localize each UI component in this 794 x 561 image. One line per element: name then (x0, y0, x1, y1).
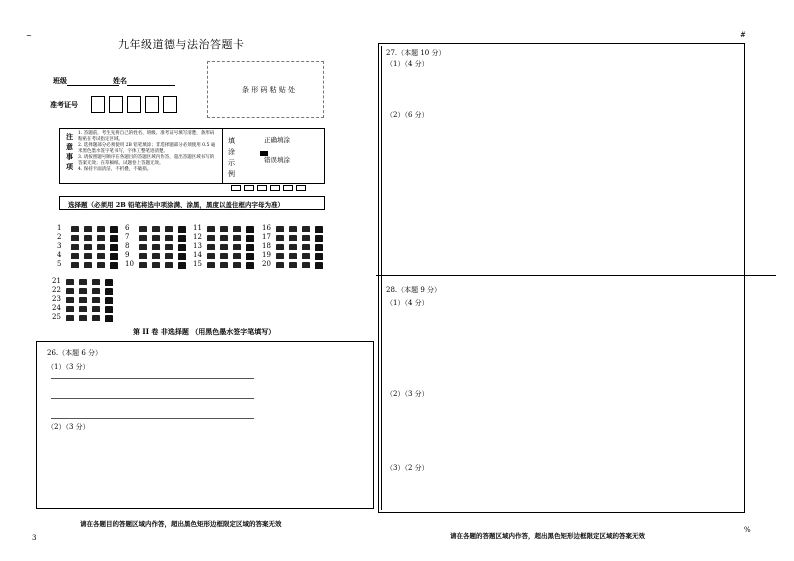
question-number: 4 (57, 251, 62, 259)
exam-id-box[interactable] (163, 96, 177, 113)
wrong-fill-cross-glyph (244, 185, 254, 191)
answer-bubble[interactable] (152, 226, 160, 232)
notice-heading-char: 意 (66, 142, 73, 151)
answer-bubble[interactable] (110, 235, 118, 242)
question-number: 8 (125, 242, 130, 250)
notice-divider (222, 129, 223, 183)
question-number: 7 (125, 233, 130, 241)
fill-heading-char: 例 (228, 170, 235, 178)
notice-list (78, 131, 218, 173)
answer-bubble[interactable] (289, 253, 297, 259)
answer-bubble[interactable] (105, 288, 113, 295)
wrong-fill-line-glyph (257, 185, 267, 191)
answer-bubble[interactable] (220, 244, 228, 250)
barcode-area (207, 61, 324, 118)
answer-bubble[interactable] (302, 244, 310, 250)
answer-bubble[interactable] (152, 262, 160, 268)
answer-bubble[interactable] (315, 226, 323, 233)
question-number: 23 (52, 295, 61, 303)
exam-id-box[interactable] (109, 96, 123, 113)
mc-header: 选择题（必须用 2B 铅笔将选中项涂满、涂黑，黑度以盖住框内字母为准） (68, 201, 285, 209)
answer-bubble[interactable] (165, 235, 173, 241)
answer-bubble[interactable] (139, 253, 147, 259)
answer-bubble[interactable] (79, 306, 87, 312)
notice-item: 1. 答题前，考生先将自己的姓名、班级、准考证号填写清楚，条形码粘贴在考试指定区域。 (78, 131, 215, 142)
answer-line[interactable] (51, 378, 254, 379)
answer-bubble[interactable] (178, 262, 186, 269)
q26-answer-box[interactable] (36, 341, 374, 509)
answer-bubble[interactable] (84, 226, 92, 232)
notice-box (59, 128, 325, 184)
q28-title: 28.（本题 9 分） (386, 286, 442, 294)
answer-bubble[interactable] (233, 262, 241, 268)
answer-bubble[interactable] (178, 235, 186, 242)
answer-bubble[interactable] (66, 279, 74, 285)
class-input-line[interactable] (67, 77, 119, 86)
answer-bubble[interactable] (92, 288, 100, 294)
answer-bubble[interactable] (110, 244, 118, 251)
answer-bubble[interactable] (220, 226, 228, 232)
answer-bubble[interactable] (233, 235, 241, 241)
answer-bubble[interactable] (315, 235, 323, 242)
footer-notice-left: 请在各题目的答题区域内作答，超出黑色矩形边框限定区域的答案无效 (80, 520, 282, 528)
question-number: 12 (193, 233, 202, 241)
class-field[interactable] (53, 76, 119, 86)
notice-heading-char: 项 (66, 162, 73, 171)
answer-bubble[interactable] (207, 226, 215, 232)
question-number: 25 (52, 313, 61, 321)
answer-bubble[interactable] (71, 226, 79, 232)
answer-bubble[interactable] (233, 226, 241, 232)
fill-heading-char: 填 (228, 137, 235, 145)
answer-bubble[interactable] (302, 262, 310, 268)
answer-bubble[interactable] (66, 297, 74, 303)
inner-border-left (381, 46, 382, 510)
question-number: 3 (57, 242, 62, 250)
name-input-line[interactable] (127, 77, 175, 86)
answer-bubble[interactable] (289, 262, 297, 268)
answer-bubble[interactable] (276, 244, 284, 250)
answer-bubble[interactable] (66, 315, 74, 321)
footer-notice-right: 请在各题的答题区域内作答，超出黑色矩形边框限定区域的答案无效 (450, 532, 645, 540)
q27-title: 27.（本题 10 分） (386, 49, 446, 57)
question-number: 9 (125, 251, 130, 259)
corner-mark-bottom-left: 3 (32, 534, 37, 542)
answer-bubble[interactable] (315, 253, 323, 260)
answer-bubble[interactable] (92, 297, 100, 303)
answer-bubble[interactable] (97, 235, 105, 241)
answer-bubble[interactable] (97, 244, 105, 250)
answer-bubble[interactable] (97, 253, 105, 259)
answer-bubble[interactable] (110, 253, 118, 260)
q28-part1-label: （1）（4 分） (386, 299, 429, 307)
answer-bubble[interactable] (152, 244, 160, 250)
answer-bubble[interactable] (110, 262, 118, 269)
answer-bubble[interactable] (110, 226, 118, 233)
class-label: 班级 (53, 76, 67, 85)
answer-line[interactable] (51, 398, 254, 399)
q27-part1-label: （1）（4 分） (386, 60, 429, 68)
answer-bubble[interactable] (92, 306, 100, 312)
answer-line[interactable] (51, 418, 254, 419)
answer-bubble[interactable] (84, 244, 92, 250)
answer-bubble[interactable] (276, 262, 284, 268)
question-number: 18 (262, 242, 271, 250)
notice-item: 2. 选择题部分必须使用 2B 铅笔填涂；非选择题部分必须使用 0.5 毫米黑色墨水签字笔书写，字体工整笔迹清楚。 (78, 143, 216, 154)
answer-bubble[interactable] (152, 253, 160, 259)
answer-bubble[interactable] (178, 226, 186, 233)
answer-bubble[interactable] (66, 288, 74, 294)
q26-part2-label: （2）（3 分） (47, 423, 90, 431)
answer-bubble[interactable] (97, 262, 105, 268)
wrong-fill-half-glyph (270, 185, 280, 191)
answer-bubble[interactable] (207, 253, 215, 259)
answer-bubble[interactable] (302, 253, 310, 259)
answer-bubble[interactable] (289, 235, 297, 241)
answer-bubble[interactable] (246, 244, 254, 251)
answer-bubble[interactable] (220, 235, 228, 241)
answer-bubble[interactable] (139, 244, 147, 250)
notice-item: 3. 请按照题号顺序在各题目的答题区域内作答，超出答题区域书写的答案无效；在草稿纸、试题卷上答题无效。 (78, 155, 215, 166)
question-number: 22 (52, 286, 61, 294)
answer-bubble[interactable] (246, 226, 254, 233)
notice-heading-char: 事 (66, 152, 73, 161)
answer-bubble[interactable] (105, 306, 113, 313)
answer-bubble[interactable] (79, 279, 87, 285)
answer-bubble[interactable] (165, 262, 173, 268)
answer-bubble[interactable] (105, 315, 113, 322)
answer-bubble[interactable] (71, 235, 79, 241)
answer-bubble[interactable] (289, 226, 297, 232)
answer-bubble[interactable] (178, 244, 186, 251)
answer-bubble[interactable] (84, 262, 92, 268)
q26-title: 26.（本题 6 分） (47, 349, 103, 357)
question-number: 5 (57, 260, 62, 268)
fill-heading-char: 涂 (228, 148, 235, 156)
question-number: 17 (262, 233, 271, 241)
name-field[interactable] (113, 76, 175, 86)
answer-bubble[interactable] (302, 226, 310, 232)
wrong-fill-label: 错误填涂 (264, 156, 290, 164)
answer-bubble[interactable] (233, 253, 241, 259)
answer-bubble[interactable] (276, 235, 284, 241)
answer-bubble[interactable] (315, 262, 323, 269)
barcode-label: 条 形 码 粘 贴 处 (242, 86, 296, 94)
right-answer-box[interactable] (378, 43, 745, 513)
answer-bubble[interactable] (66, 306, 74, 312)
q28-part3-label: （3）（2 分） (386, 464, 429, 472)
answer-bubble[interactable] (79, 288, 87, 294)
mc-header-box (59, 196, 325, 210)
answer-bubble[interactable] (220, 262, 228, 268)
answer-bubble[interactable] (276, 226, 284, 232)
correct-fill-label: 正确填涂 (264, 136, 290, 144)
answer-bubble[interactable] (79, 297, 87, 303)
q27-q28-divider (376, 275, 776, 276)
question-number: 14 (193, 251, 202, 259)
corner-mark-top-left: ~ (26, 32, 32, 40)
question-number: 10 (125, 260, 134, 268)
answer-bubble[interactable] (139, 226, 147, 232)
question-number: 2 (57, 233, 62, 241)
answer-bubble[interactable] (152, 235, 160, 241)
q26-part1-label: （1）（3 分） (47, 363, 90, 371)
notice-heading-char: 注 (66, 132, 73, 141)
answer-bubble[interactable] (105, 279, 113, 286)
answer-bubble[interactable] (71, 244, 79, 250)
question-number: 20 (262, 260, 271, 268)
question-number: 16 (262, 224, 271, 232)
notice-heading (66, 132, 75, 172)
answer-bubble[interactable] (315, 244, 323, 251)
exam-id-box[interactable] (145, 96, 159, 113)
answer-bubble[interactable] (276, 253, 284, 259)
answer-bubble[interactable] (165, 226, 173, 232)
question-number: 1 (57, 224, 62, 232)
answer-bubble[interactable] (92, 315, 100, 321)
wrong-fill-check-glyph (231, 185, 241, 191)
answer-bubble[interactable] (246, 262, 254, 269)
question-number: 21 (52, 277, 61, 285)
question-number: 19 (262, 251, 271, 259)
notice-item: 4. 保持卡面清洁，不折叠，不破损。 (78, 167, 152, 172)
answer-bubble[interactable] (84, 235, 92, 241)
answer-bubble[interactable] (139, 235, 147, 241)
corner-mark-top-right: # (740, 31, 746, 39)
answer-bubble[interactable] (246, 253, 254, 260)
name-label: 姓名 (113, 76, 127, 85)
exam-id-label: 准考证号 (50, 100, 78, 109)
answer-bubble[interactable] (220, 253, 228, 259)
question-number: 6 (125, 224, 130, 232)
answer-bubble[interactable] (84, 253, 92, 259)
fill-heading-char: 示 (228, 159, 235, 167)
answer-bubble[interactable] (105, 297, 113, 304)
question-number: 13 (193, 242, 202, 250)
answer-bubble[interactable] (178, 253, 186, 260)
wrong-fill-bar-glyph (296, 185, 306, 191)
answer-bubble[interactable] (233, 244, 241, 250)
wrong-fill-samples (231, 176, 309, 195)
question-number: 15 (193, 260, 202, 268)
answer-bubble[interactable] (97, 226, 105, 232)
page-title: 九年级道德与法治答题卡 (118, 38, 245, 51)
answer-bubble[interactable] (207, 235, 215, 241)
fill-example-heading (228, 136, 237, 180)
answer-bubble[interactable] (139, 262, 147, 268)
answer-bubble[interactable] (165, 253, 173, 259)
section2-header: 第 II 卷 非选择题 （用黑色墨水签字笔填写） (133, 327, 276, 336)
corner-mark-bottom-right: % (744, 526, 751, 534)
wrong-fill-dot-glyph (283, 185, 293, 191)
answer-bubble[interactable] (246, 235, 254, 242)
answer-bubble[interactable] (92, 279, 100, 285)
q28-part2-label: （2）（3 分） (386, 390, 429, 398)
answer-bubble[interactable] (207, 262, 215, 268)
answer-bubble[interactable] (302, 235, 310, 241)
q27-part2-label: （2）（6 分） (386, 111, 429, 119)
answer-bubble[interactable] (207, 244, 215, 250)
answer-bubble[interactable] (289, 244, 297, 250)
answer-bubble[interactable] (165, 244, 173, 250)
question-number: 11 (193, 224, 202, 232)
exam-id-box[interactable] (91, 96, 105, 113)
exam-id-box[interactable] (127, 96, 141, 113)
answer-bubble[interactable] (79, 315, 87, 321)
answer-bubble[interactable] (71, 253, 79, 259)
answer-bubble[interactable] (71, 262, 79, 268)
question-number: 24 (52, 304, 61, 312)
